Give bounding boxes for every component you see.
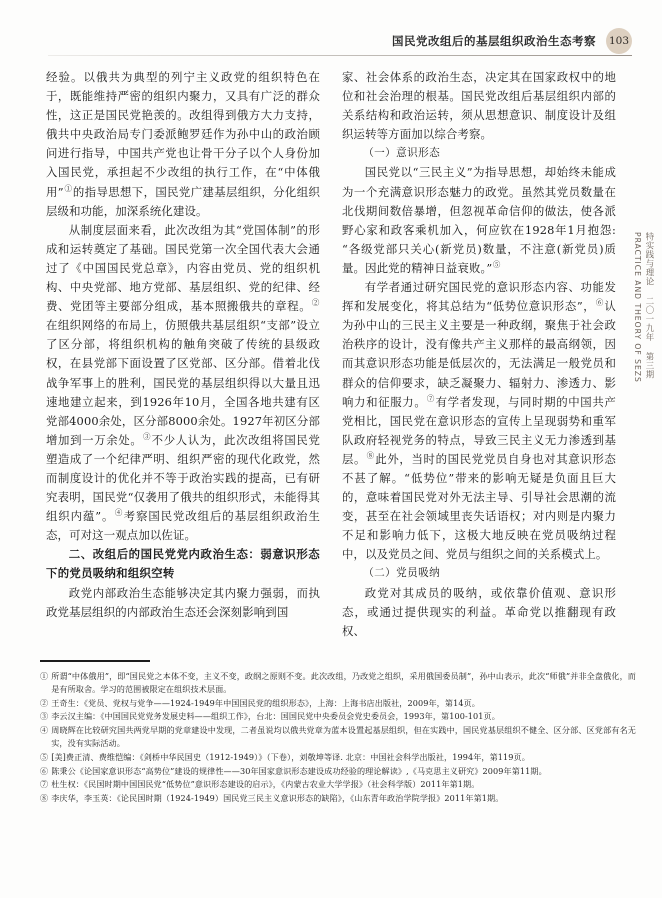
paragraph-text: 考察国民党改组后的基层组织政治生态，可对这一观点加以佐证。 [46,509,321,543]
paragraph-text: 国民党以“三民主义”为指导思想，却始终未能成为一个充满意识形态魅力的政党。虽然其党员数量在北伐期间数倍暴增，但忽视革命信仰的做法，使各派野心家和政客乘机加入，何应钦在1928年1月抱怨:“各级党部只关心(新党员)数量，不注意(新党员)质量。因此党的精神日益衰败。” [342,165,616,275]
paragraph [46,68,320,221]
paragraph-text: 此外，当时的国民党党员自身也对其意识形态不甚了解。“低势位”带来的影响无疑是负面且巨大的，意味着国民党对外无法主导、引导社会思潮的流变，甚至在社会领域里丧失话语权；对内则是内聚力不足和影响力低下，这极大地反映在党员吸纳过程中，以及党员之间、党员与组织之间的关系模式上。 [342,451,616,562]
paragraph: 政党对其成员的吸纳，或依靠价值观、意识形态，或通过提供现实的利益。革命党以推翻现有政权、 [342,585,616,638]
footnote-text: 王奇生：《党员、党权与党争——1924-1949年中国国民党的组织形态》，上海：上海书店出版社，2009年，第14页。 [51,697,480,708]
footnote-ref[interactable]: ⑥ [595,298,604,308]
paragraph-text: 经验。以俄共为典型的列宁主义政党的组织特色在于，既能维持严密的组织内聚力，又具有广泛的群众性，这正是国民党艳羡的。改组得到俄方大力支持，俄共中央政治局专门委派鲍罗廷作为孙中山的政治顾问进行指导，中国共产党也让骨干分子以个人身份加入国民党，承担起不少改组的执行工作，在“中体俄用” [46,70,320,199]
running-head [46,28,632,58]
paragraph [46,221,320,546]
footnote-item [40,751,636,764]
footnote-item [40,670,636,696]
paragraph-text: 有学者通过研究国民党的意识形态内容、功能发挥和发展变化，将其总结为“低势位意识形态”， [342,280,616,314]
footnote-marker: ⑧ [40,792,49,803]
journal-imprint-vertical [634,232,656,652]
footnote-item [40,710,636,723]
footnote-marker: ⑦ [40,779,49,790]
footnote-text: 李云汉主编：《中国国民党党务发展史料——组织工作》，台北：国国民党中央委员会党史委员会，1993年，第100-101页。 [51,711,500,722]
footnote-marker: ⑥ [40,765,49,776]
subsection-heading-recruitment: （二）党员吸纳 [363,567,441,580]
paragraph-text: 有学者发现，与同时期的中国共产党相比，国民党在意识形态的宣传上呈现弱势和重军队政府轻视党务的特点，导致三民主义无力渗透到基层。 [342,394,616,466]
footnote-text: 周晓辉在比较研究国共两党早期的党章建设中发现，二者虽说均以俄共党章为蓝本设置起基层组织，但在实践中，国民党基层组织不健全、区分部、区党部有名无实，没有实际活动。 [51,724,636,749]
footnote-text: 陈秉公《论国家意识形态“高势位”建设的规律性——30年国家意识形态建设成功经验的理论解读》,《马克思主义研究》2009年第11期。 [51,765,547,776]
journal-name-latin: PRACTICE AND THEORY OF SEZS [633,232,642,383]
running-head-title: 国民党改组后的基层组织政治生态考察 [392,34,596,48]
footnote-text: 李庆华，李玉英：《论民国时期（1924-1949）国民党三民主义意识形态的缺陷》，《山东青年政治学院学报》2011年第1期。 [51,792,504,803]
page-number-badge: 103 [606,28,632,54]
footnote-ref[interactable]: ⑧ [366,451,375,461]
paragraph [342,163,616,278]
footnote-block [40,660,636,806]
footnote-item [40,792,636,805]
footnote-item [40,765,636,778]
header-divider [48,55,632,56]
footnote-ref[interactable]: ② [311,298,320,308]
paragraph: 家、社会体系的政治生态，决定其在国家政权中的地位和社会治理的根基。国民党改组后基层组织内部的关系结构和政治运转，须从思想意识、制度设计及组织运转等方面加以综合考察。 [342,70,616,142]
paragraph-text: 从制度层面来看，此次改组为其“党国体制”的形成和运转奠定了基础。国民党第一次全国代表大会通过了《中国国民党总章》，内容由党员、党的组织机构、中央党部、地方党部、基层组织、党的纪律、经费、党团等主要部分组成，基本照搬俄共的章程。 [46,222,320,314]
footnote-marker: ③ [40,711,49,722]
paragraph-text: 不少人认为，此次改组将国民党塑造成了一个纪律严明、组织严密的现代化政党，然而制度设计的优化并不等于政治实践的提高，已有研究表明，国民党“仅袭用了俄共的组织形式，未能得其组织内蕴”。 [46,432,320,524]
footnote-ref[interactable]: ① [64,183,73,193]
footnote-ref[interactable]: ⑤ [492,260,501,270]
footnote-ref[interactable]: ⑦ [426,393,436,403]
paragraph-text: 在组织网络的布局上，仿照俄共基层组织“支部”设立了区分部，将组织机构的触角突破了传统的县级政权，在县党部下面设置了区党部、区分部。借着北伐战争军事上的胜利，国民党的基层组织得以大量且迅速地建立起来，到1926年10月，全国各地共建有区党部4000余处，区分部8000余处。1927年初区分部增加到一万余处。 [46,318,320,447]
footnote-text: 杜生权：《民国时期中国国民党“低势位”意识形态建设的启示》，《内蒙古农业大学学报》（社会科学版）2011年第1期。 [51,779,480,790]
footnote-marker: ② [40,697,49,708]
journal-name-cjk: 特实践与理论 二〇一九年 第三期 [645,232,655,380]
paragraph-text-cont: 的指导思想下，国民党广建基层组织，分化组织层级和功能，加深系统化建设。 [46,184,321,218]
footnote-text: [美]费正清、费维恺编：《剑桥中华民国史（1912-1949）》（下卷），刘敬坤等译. 北京：中国社会科学出版社，1994年，第119页。 [51,751,530,762]
footnote-text: 所谓“中体俄用”，即“国民党之本体不变，主义不变，政纲之原则不变。此次改组，乃改党之组织，采用俄国委员制”，孙中山表示，此次“师俄”并非全盘俄化，而是有所取舍。学习的范围被限定在组织技术层面。 [51,670,636,694]
footnote-item [40,724,636,750]
left-column [46,68,320,638]
paragraph [342,278,616,564]
footnote-marker: ④ [40,724,49,735]
section-heading: 二、改组后的国民党党内政治生态：弱意识形态下的党员吸纳和组织空转 [46,547,320,581]
footnote-item [40,697,636,710]
footnote-divider [40,660,150,662]
paragraph-text: 认为孙中山的三民主义主要是一种政纲，聚焦于社会政治秩序的设计，没有像共产主义那样的最高纲领，因而其意识形态功能是低层次的，无法满足一般党员和群众的信仰要求，缺乏凝聚力、辐射力、渗透力、影响力和征服力。 [342,299,616,409]
subsection-heading-ideology: （一）意识形态 [363,147,441,160]
footnote-marker: ① [40,670,49,681]
right-column [342,68,616,638]
body-columns [46,68,616,638]
footnote-marker: ⑤ [40,751,49,762]
footnote-ref[interactable]: ④ [114,508,124,518]
footnote-item [40,778,636,791]
footnote-ref[interactable]: ③ [143,431,152,441]
paragraph: 政党内部政治生态能够决定其内聚力强弱，而执政党基层组织的内部政治生态还会深刻影响到国 [46,585,320,619]
